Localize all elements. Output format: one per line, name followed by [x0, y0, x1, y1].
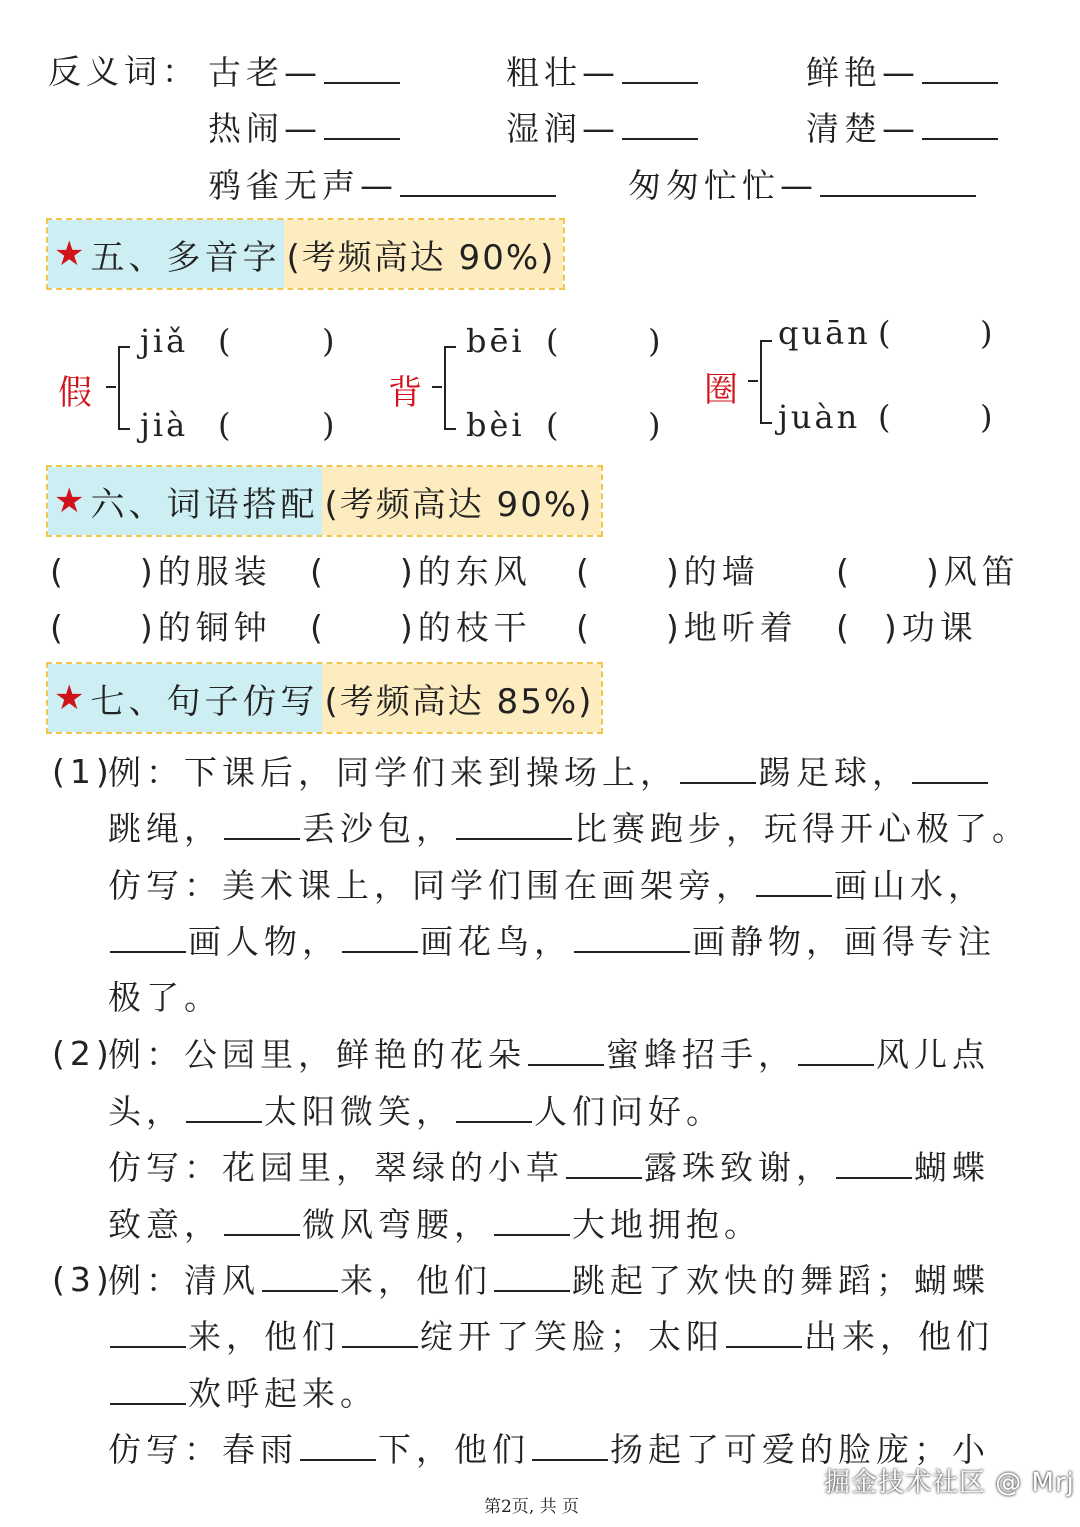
- paren-close: ): [648, 322, 664, 360]
- section-frequency: (考频高达 90%): [322, 467, 601, 535]
- antonym-item: 鲜艳—: [806, 52, 1000, 93]
- star-icon: ★: [54, 678, 89, 718]
- antonym-item: 热闹—: [208, 108, 402, 149]
- brace-tick: [748, 380, 758, 382]
- brace-tick: [106, 386, 116, 388]
- watermark: 掘金技术社区 @ Mrj: [824, 1468, 1075, 1498]
- collocation-item: ( )的东风: [310, 552, 532, 591]
- sentence-line: 仿写：春雨 下，他们 扬起了可爱的脸庞；小: [108, 1430, 990, 1469]
- polyphone-reading: jiǎ: [140, 322, 189, 360]
- collocation-item: ( )功课: [836, 608, 978, 647]
- page-footer: 第2页, 共 页: [484, 1497, 580, 1517]
- polyphone-reading: bēi: [466, 322, 525, 360]
- sentence-line: 仿写：花园里，翠绿的小草 露珠致谢， 蝴蝶: [108, 1148, 990, 1187]
- brace-icon: [760, 340, 772, 424]
- sentence-line: 画人物， 画花鸟， 画静物，画得专注: [108, 921, 996, 962]
- brace-icon: [444, 346, 456, 430]
- section-frequency: (考频高达 85%): [322, 664, 601, 732]
- sentence-line: 例：下课后，同学们来到操场上， 踢足球，: [108, 752, 990, 793]
- collocation-item: ( )的枝干: [310, 608, 532, 647]
- collocation-item: ( )地听着: [576, 608, 798, 647]
- section-frequency: (考频高达 90%): [284, 220, 563, 288]
- paren-open: (: [546, 406, 562, 444]
- antonym-item: 鸦雀无声—: [208, 165, 558, 206]
- antonym-item: 粗壮—: [506, 52, 700, 93]
- paren-open: (: [218, 322, 234, 360]
- polyphone-reading: jià: [140, 406, 189, 444]
- antonym-item: 古老—: [208, 52, 402, 93]
- brace-tick: [432, 386, 442, 388]
- collocation-item: ( )风笛: [836, 552, 1020, 591]
- question-number: (2): [52, 1034, 114, 1073]
- paren-open: (: [218, 406, 234, 444]
- section-header-polyphones: [46, 218, 565, 290]
- star-icon: ★: [54, 481, 89, 521]
- question-number: (1): [52, 752, 114, 791]
- sentence-line: 欢呼起来。: [108, 1373, 378, 1414]
- section-header-collocation: [46, 465, 603, 537]
- sentence-line: 仿写：美术课上，同学们围在画架旁， 画山水，: [108, 866, 986, 905]
- collocation-item: ( )的服装: [50, 552, 272, 591]
- paren-close: ): [322, 406, 338, 444]
- sentence-line: 例：清风 来，他们 跳起了欢快的舞蹈；蝴蝶: [108, 1261, 990, 1300]
- paren-close: ): [980, 398, 996, 436]
- paren-open: (: [878, 398, 894, 436]
- sentence-line: 来，他们 绽开了笑脸；太阳 出来，他们: [108, 1316, 994, 1357]
- sentence-line: 极了。: [108, 978, 222, 1017]
- collocation-item: ( )的墙: [576, 552, 760, 591]
- paren-close: ): [322, 322, 338, 360]
- paren-close: ): [648, 406, 664, 444]
- polyphone-reading: juàn: [778, 398, 861, 436]
- question-number: (3): [52, 1260, 114, 1299]
- antonym-item: 清楚—: [806, 108, 1000, 149]
- section-title: 六、词语搭配: [90, 484, 319, 525]
- polyphone-char: 假: [58, 373, 92, 413]
- paren-close: ): [980, 314, 996, 352]
- sentence-line: 例：公园里，鲜艳的花朵 蜜蜂招手， 风儿点: [108, 1035, 990, 1074]
- antonym-label: 反义词：: [48, 52, 200, 91]
- paren-open: (: [878, 314, 894, 352]
- star-icon: ★: [54, 234, 89, 274]
- polyphone-reading: bèi: [466, 406, 525, 444]
- brace-icon: [118, 346, 130, 430]
- section-header-imitation: [46, 662, 603, 734]
- paren-open: (: [546, 322, 562, 360]
- sentence-line: 致意， 微风弯腰， 大地拥抱。: [108, 1205, 762, 1244]
- antonym-item: 匆匆忙忙—: [628, 165, 978, 206]
- polyphone-char: 圈: [704, 370, 738, 410]
- polyphone-char: 背: [388, 373, 422, 413]
- polyphone-reading: quān: [778, 314, 871, 352]
- sentence-line: 头， 太阳微笑， 人们问好。: [108, 1092, 724, 1131]
- section-title: 五、多音字: [90, 237, 281, 278]
- collocation-item: ( )的铜钟: [50, 608, 272, 647]
- antonym-item: 湿润—: [506, 108, 700, 149]
- sentence-line: 跳绳， 丢沙包， 比赛跑步，玩得开心极了。: [108, 809, 1030, 848]
- section-title: 七、句子仿写: [90, 681, 319, 722]
